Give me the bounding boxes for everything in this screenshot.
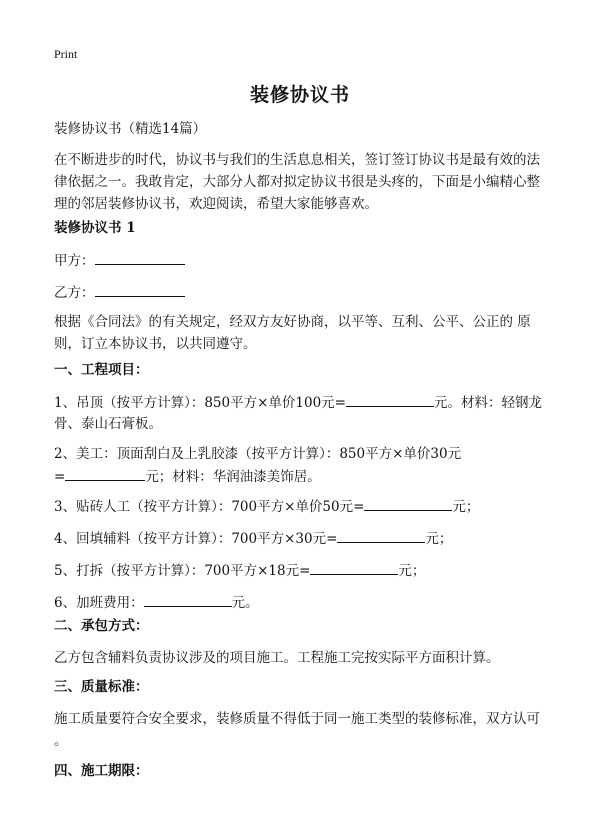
- item-1-suffix: 元。材料：轻钢龙: [434, 395, 542, 411]
- intro-line-2: 律依据之一。我敢肯定，大部分人都对拟定协议书很是头疼的，下面是小编精心整: [54, 174, 540, 190]
- item-1-blank: [346, 391, 434, 407]
- quality-line-2: 。: [54, 733, 68, 749]
- party-a: [54, 249, 554, 272]
- item-1-line-2: 骨、泰山石膏板。: [54, 416, 162, 432]
- heading-quality: 三、质量标准：: [54, 679, 149, 695]
- party-b-label: 乙方：: [54, 285, 95, 301]
- item-5-text: 5、打拆（按平方计算）：700平方×18元=: [54, 563, 311, 579]
- item-2-suffix: 元；材料：华润油漆美饰居。: [145, 469, 321, 485]
- item-4: [54, 527, 554, 550]
- item-6-suffix: 元。: [231, 595, 259, 611]
- party-b-blank: [95, 281, 185, 297]
- party-a-blank: [95, 249, 185, 265]
- item-3: [54, 495, 554, 518]
- agreement-line-1: 根据《合同法》的有关规定，经双方友好协商，以平等、互利、公平、公正的 原: [54, 314, 531, 330]
- item-2-blank: [65, 465, 145, 481]
- item-4-blank: [337, 527, 425, 543]
- item-6-text: 6、加班费用：: [54, 595, 144, 611]
- item-3-text: 3、贴砖人工（按平方计算）：700平方×单价50元=: [54, 499, 365, 515]
- party-b: [54, 281, 554, 304]
- item-1-line-1: [54, 391, 554, 414]
- item-4-suffix: 元；: [425, 531, 453, 547]
- item-2-line-1: 2、美工：顶面刮白及上乳胶漆（按平方计算）：850平方×单价30元: [54, 446, 462, 462]
- heading-contract: 二、承包方式：: [54, 618, 149, 634]
- heading-project: 一、工程项目：: [54, 362, 149, 378]
- agreement-line-2: 则，订立本协议书，以共同遵守。: [54, 336, 257, 352]
- heading-period: 四、施工期限：: [54, 763, 149, 779]
- item-6-blank: [144, 591, 232, 607]
- contract-text: 乙方包含辅料负责协议涉及的项目施工。工程施工完按实际平方面积计算。: [54, 650, 500, 666]
- item-2-line-2: [54, 465, 554, 488]
- item-5: [54, 559, 554, 582]
- section-title: 装修协议书 1: [54, 220, 136, 236]
- item-5-blank: [310, 559, 398, 575]
- item-3-suffix: 元；: [452, 499, 480, 515]
- item-1-text: 1、吊顶（按平方计算）：850平方×单价100元=: [54, 395, 346, 411]
- item-3-blank: [364, 495, 452, 511]
- party-a-label: 甲方：: [54, 253, 95, 269]
- quality-line-1: 施工质量要符合安全要求，装修质量不得低于同一施工类型的装修标准，双方认可: [54, 711, 540, 727]
- item-2-eq: =: [54, 469, 66, 485]
- item-5-suffix: 元；: [398, 563, 426, 579]
- page-title: 装修协议书: [249, 84, 350, 106]
- item-6: [54, 591, 554, 614]
- print-link[interactable]: Print: [54, 47, 78, 61]
- intro-line-3: 理的邻居装修协议书，欢迎阅读，希望大家能够喜欢。: [54, 196, 378, 212]
- item-4-text: 4、回填辅料（按平方计算）：700平方×30元=: [54, 531, 338, 547]
- subtitle: 装修协议书（精选14篇）: [54, 121, 207, 137]
- intro-line-1: 在不断进步的时代，协议书与我们的生活息息相关，签订签订协议书是最有效的法: [54, 152, 540, 168]
